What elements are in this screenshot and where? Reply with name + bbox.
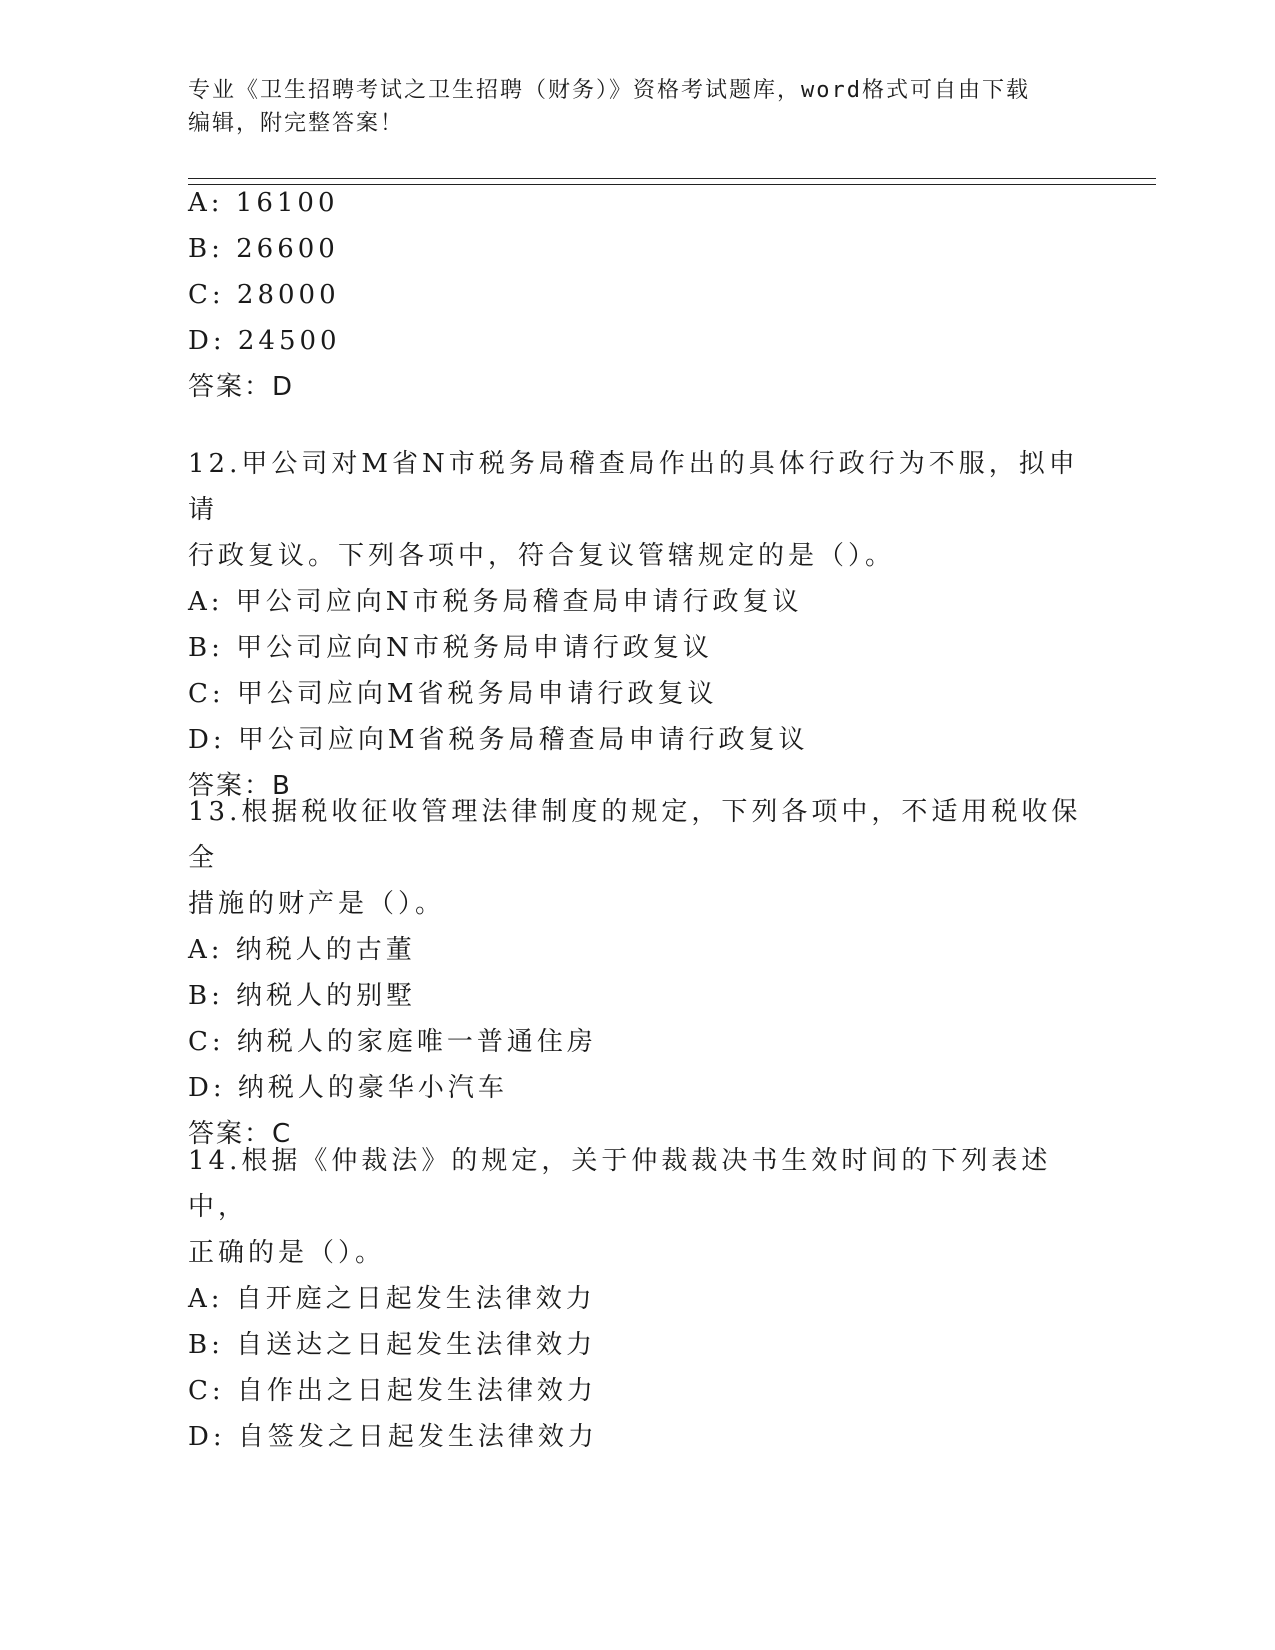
answer: 答案：C [188, 1119, 293, 1149]
question-12 [188, 441, 1088, 809]
option-b: B: 甲公司应向N市税务局申请行政复议 [188, 633, 713, 663]
question-stem-line-2: 措施的财产是（）。 [188, 889, 446, 919]
question-stem-line-1: 14.根据《仲裁法》的规定，关于仲裁裁决书生效时间的下列表述中， [188, 1146, 1052, 1222]
option-a: A: 16100 [188, 188, 339, 218]
header-title-line-1: 专业《卫生招聘考试之卫生招聘（财务）》资格考试题库，word格式可自由下载 [188, 78, 1030, 103]
option-b: B: 自送达之日起发生法律效力 [188, 1330, 597, 1360]
header-title-line-2: 编辑，附完整答案！ [188, 111, 405, 136]
question-stem-line-2: 行政复议。下列各项中，符合复议管辖规定的是（）。 [188, 541, 896, 571]
question-stem-line-1: 12.甲公司对M省N市税务局稽查局作出的具体行政行为不服，拟申请 [188, 449, 1079, 525]
option-c: C: 自作出之日起发生法律效力 [188, 1376, 597, 1406]
option-d: D: 24500 [188, 326, 341, 356]
option-d: D: 自签发之日起发生法律效力 [188, 1422, 598, 1452]
option-a: A: 自开庭之日起发生法律效力 [188, 1284, 596, 1314]
option-a: A: 纳税人的古董 [188, 935, 416, 965]
option-c: C: 纳税人的家庭唯一普通住房 [188, 1027, 597, 1057]
option-c: C: 甲公司应向M省税务局申请行政复议 [188, 679, 718, 709]
option-d: D: 甲公司应向M省税务局稽查局申请行政复议 [188, 725, 809, 755]
option-d: D: 纳税人的豪华小汽车 [188, 1073, 508, 1103]
question-13 [188, 789, 1088, 1157]
document-header [188, 74, 1088, 140]
question-14 [188, 1138, 1088, 1460]
question-11 [188, 180, 1088, 410]
option-c: C: 28000 [188, 280, 340, 310]
answer: 答案：D [188, 372, 295, 402]
answer: 答案：B [188, 771, 292, 801]
option-b: B: 26600 [188, 234, 339, 264]
option-a: A: 甲公司应向N市税务局稽查局申请行政复议 [188, 587, 803, 617]
question-stem-line-2: 正确的是（）。 [188, 1238, 386, 1268]
option-b: B: 纳税人的别墅 [188, 981, 417, 1011]
question-stem-line-1: 13.根据税收征收管理法律制度的规定，下列各项中，不适用税收保全 [188, 797, 1082, 873]
